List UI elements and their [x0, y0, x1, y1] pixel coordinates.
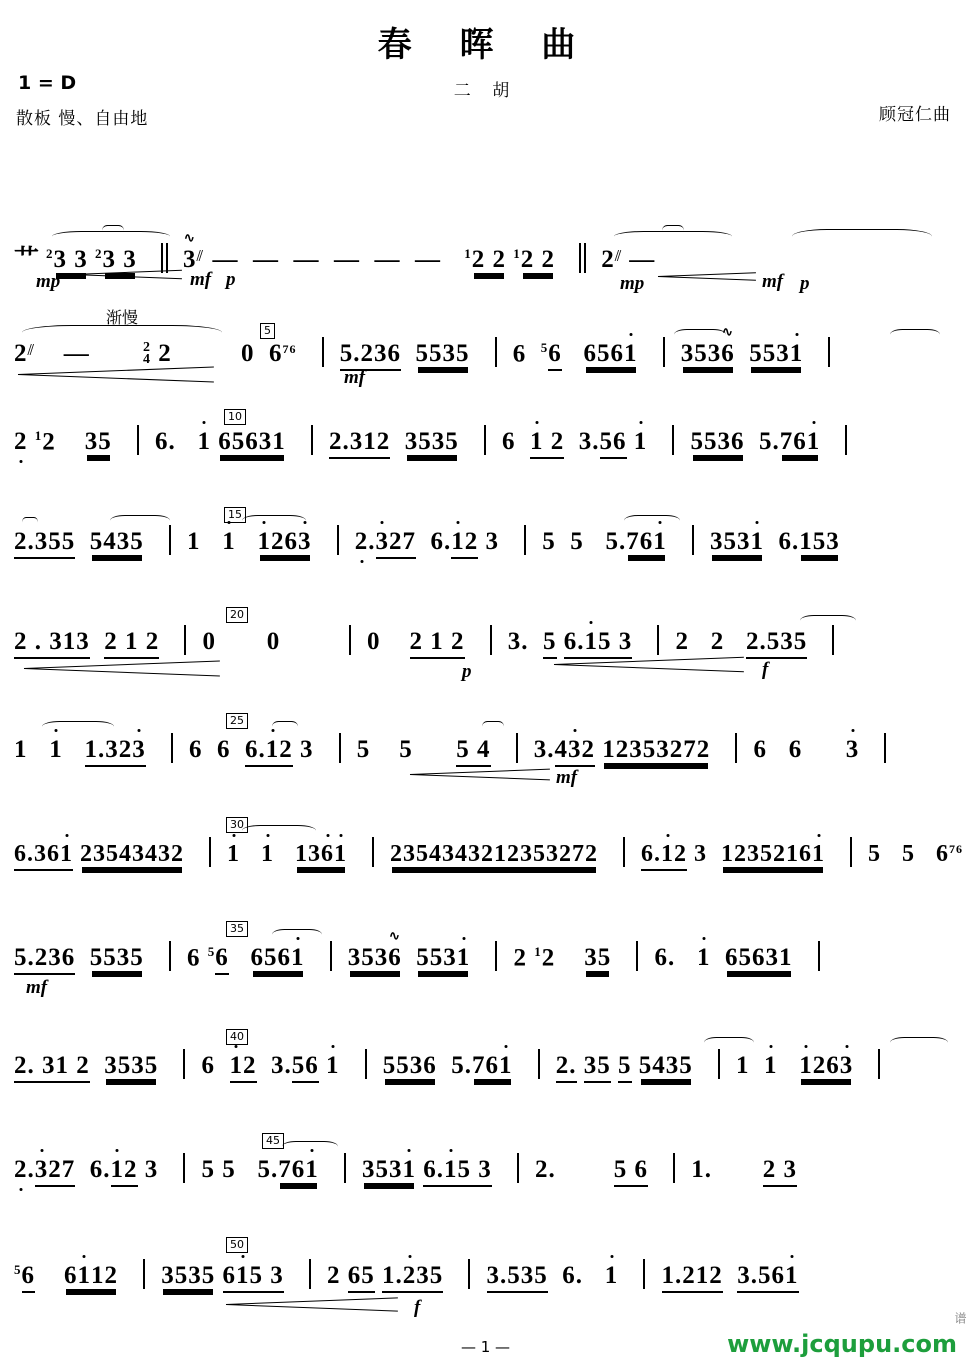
dynamic-mp: mp — [620, 273, 645, 294]
system-4: 15 2.355 5435 1 1 1263 2.327 6.12 3 5 5 5.761 3531 6.153 — [14, 511, 957, 611]
dynamic-f: f — [414, 1297, 421, 1318]
measure-number: 50 — [226, 1237, 248, 1253]
measure-number: 30 — [226, 817, 248, 833]
slur-mark — [890, 329, 940, 340]
dynamic-p: p — [226, 269, 236, 290]
measure-number: 45 — [262, 1133, 284, 1149]
system-3: 10 2 $^1$2 35 6. 1 65631 2.312 3535 6 1 2 3.56 1 5536 5.761 — [14, 411, 957, 511]
crescendo-hairpin — [226, 1299, 398, 1309]
dynamic-mf: mf — [762, 271, 784, 292]
measure-number: 20 — [226, 607, 248, 623]
measure-number: 40 — [226, 1029, 248, 1045]
slur-mark — [272, 721, 298, 732]
slur-mark — [102, 225, 124, 236]
system-10: 45 2.327 6.12 3 5 5 5.761 3531 6.15 3 2. 5 6 1. 2 3 — [14, 1139, 957, 1243]
dynamic-p: p — [800, 273, 810, 294]
page-number: — 1 — — [460, 1338, 511, 1356]
system-9: 40 2. 31 2 3535 6 12 3.56 1 5536 5.761 2. 35 5 5435 1 1 1263 — [14, 1035, 957, 1139]
slur-mark — [242, 825, 316, 836]
slur-mark — [42, 721, 114, 732]
system-2: 渐慢 2 — 2 4 2 0 676 5.236 5535 6 $^5$6 6561 3536 ∿ 5531 5 mf — [14, 311, 957, 411]
slur-mark — [674, 329, 726, 340]
slur-mark — [272, 929, 322, 940]
dynamic-mp: mp — [36, 271, 61, 292]
accent-mark — [22, 517, 38, 528]
dynamic-mf: mf — [190, 269, 212, 290]
diminuendo-hairpin — [24, 663, 220, 673]
measure-number: 5 — [260, 323, 275, 339]
crescendo-hairpin — [658, 271, 756, 281]
measure-number: 10 — [224, 409, 246, 425]
system-11: 50 $^5$6 6112 3535 615 3 2 65 1.235 3.535 6. 1 1.212 3.561 f — [14, 1238, 799, 1318]
measure-number: 25 — [226, 713, 248, 729]
crescendo-hairpin — [554, 659, 744, 669]
gradual-slow-annotation: 渐慢 — [106, 308, 139, 327]
slur-mark — [800, 615, 856, 626]
tempo-marking: 散板 慢、自由地 — [16, 109, 149, 129]
diminuendo-hairpin — [410, 769, 550, 779]
measure-number: 15 — [224, 507, 246, 523]
side-watermark: 谱 — [953, 1312, 967, 1324]
system-5: 20 2 . 313 2 1 2 0 0 0 2 1 2 3. 5 6.15 3 2 2 2.535 p f — [14, 611, 957, 719]
slur-mark — [662, 225, 684, 236]
slur-mark — [704, 1037, 754, 1048]
key-signature: 1 = D — [18, 72, 77, 94]
system-7: 30 6.361 23543432 1 1 1361 2354343212353272 6.12 3 12352161 5 5 676 — [14, 823, 957, 927]
dynamic-p: p — [462, 661, 472, 682]
system-8: 35 5.236 5535 6 $^5$6 6561 3536 ∿ 5531 2 $^1$2 35 6. 1 65631 mf — [14, 927, 957, 1035]
dynamic-mf: mf — [556, 767, 578, 788]
site-watermark: www.jcqupu.com — [727, 1330, 957, 1358]
measure-number: 35 — [226, 921, 248, 937]
slur-mark — [110, 515, 170, 526]
slur-mark — [792, 229, 932, 244]
composer-credit: 顾冠仁曲 — [879, 105, 951, 125]
slur-mark — [890, 1037, 948, 1048]
system-1: 艹 $^2$3 3 $^2$3 3 3 ∿ — — — — — — $^1$2 2 $^1$2 2 2 — mp mf p mp mf p — [14, 233, 957, 311]
slur-mark — [242, 515, 306, 526]
instrument-subtitle: 二 胡 — [453, 81, 518, 101]
crescendo-hairpin — [72, 269, 182, 279]
slur-mark — [282, 1141, 338, 1152]
dynamic-f: f — [762, 659, 769, 680]
page-title: 春 晖 曲 — [377, 25, 594, 65]
diminuendo-hairpin — [18, 369, 214, 379]
slur-mark — [482, 721, 504, 732]
dynamic-mf: mf — [26, 977, 48, 998]
system-6: 25 1 1 1.323 6 6 6.12 3 5 5 5 4 3.432 12353272 6 6 3 mf — [14, 719, 957, 823]
slur-mark — [624, 515, 680, 526]
dynamic-mf: mf — [344, 367, 366, 388]
